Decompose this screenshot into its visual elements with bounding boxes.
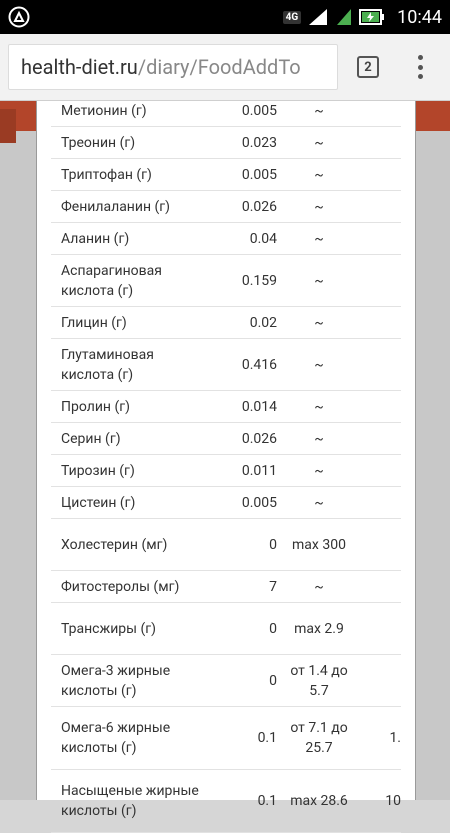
nutrient-extra: 10 — [385, 793, 401, 809]
nutrient-value: 0 — [269, 536, 277, 553]
table-row — [51, 255, 401, 307]
nutrient-name: Насыщеные жирные кислоты (г) — [61, 783, 199, 819]
nutrient-name: Глицин (г) — [61, 314, 127, 331]
nutrient-value: 0.023 — [241, 134, 277, 151]
nutrient-norm: ~ — [314, 198, 324, 215]
nutrient-value: 0.026 — [241, 198, 277, 215]
nutrient-norm: ~ — [314, 134, 324, 151]
nutrient-name: Фитостеролы (мг) — [61, 578, 180, 595]
nutrient-value: 0.005 — [241, 166, 277, 183]
table-row — [51, 655, 401, 707]
nutrient-name: Аланин (г) — [61, 230, 130, 247]
table-row — [51, 339, 401, 391]
nutrient-value: 7 — [269, 578, 277, 595]
battery-charging-icon — [359, 8, 385, 26]
nutrient-norm: max 28.6 — [290, 793, 348, 809]
nutrient-value: 0.02 — [249, 314, 277, 331]
nutrient-value: 0 — [269, 672, 277, 689]
nutrient-value: 0.014 — [241, 398, 277, 415]
nutrient-norm: ~ — [314, 102, 324, 119]
network-type-badge: 4G — [283, 11, 302, 24]
nutrient-name: Омега-6 жирные кислоты (г) — [61, 720, 171, 756]
nutrient-name: Треонин (г) — [61, 134, 136, 151]
page-content — [0, 101, 450, 819]
nutrient-value: 0.04 — [249, 230, 277, 247]
nutrient-norm: ~ — [314, 430, 324, 447]
clock: 10:44 — [397, 6, 442, 28]
nutrient-value: 0.005 — [241, 102, 277, 119]
table-row — [51, 455, 401, 487]
table-row — [51, 603, 401, 655]
nutrient-name: Холестерин (мг) — [61, 536, 168, 553]
nutrient-name: Триптофан (г) — [61, 166, 152, 183]
nutrient-value: 0.011 — [241, 462, 277, 479]
nutrient-name: Пролин (г) — [61, 398, 130, 415]
nutrient-value: 0.159 — [241, 272, 277, 289]
data-activity-icon — [335, 7, 353, 27]
nutrient-norm: от 1.4 до 5.7 — [290, 662, 348, 699]
nutrient-norm: ~ — [314, 272, 324, 289]
nutrient-value: 0 — [269, 620, 277, 637]
nutrient-norm: ~ — [314, 356, 324, 373]
nutrient-name: Глутаминовая кислота (г) — [61, 346, 154, 383]
table-row — [51, 487, 401, 519]
nutrient-name: Трансжиры (г) — [61, 620, 157, 637]
nutrient-name: Аспарагиновая кислота (г) — [61, 262, 162, 299]
nutrient-norm: ~ — [314, 578, 324, 595]
tab-count: 2 — [364, 59, 372, 75]
signal-icon — [307, 7, 329, 27]
nutrient-value: 0.005 — [241, 494, 277, 511]
nutrient-norm: max 300 — [292, 536, 346, 553]
nutrient-norm: ~ — [314, 494, 324, 511]
nutrient-name: Тирозин (г) — [61, 462, 135, 479]
status-bar — [0, 0, 450, 34]
nutrient-name: Метионин (г) — [61, 102, 147, 119]
nutrient-norm: ~ — [314, 314, 324, 331]
table-row — [51, 571, 401, 603]
table-row — [51, 95, 401, 127]
nutrient-name: Серин (г) — [61, 430, 121, 447]
nutrient-name: Цистеин (г) — [61, 494, 136, 511]
nutrient-value: 0.1 — [257, 730, 277, 746]
nutrient-norm: ~ — [314, 230, 324, 247]
address-bar[interactable] — [8, 44, 338, 90]
nutrient-extra: 1. — [389, 730, 401, 746]
nutrient-name: Омега-3 жирные кислоты (г) — [61, 662, 171, 699]
nutrient-value: 0.416 — [241, 356, 277, 373]
url-host: health-diet.ru — [21, 55, 138, 79]
back-arrow-tab[interactable] — [0, 109, 16, 143]
nutrient-norm: ~ — [314, 166, 324, 183]
nutrient-norm: от 7.1 до 25.7 — [290, 720, 348, 756]
url-path: /diary/FoodAddTo — [137, 55, 301, 79]
nutrient-norm: max 2.9 — [294, 620, 344, 637]
overflow-menu-icon[interactable] — [412, 52, 428, 82]
notification-icon — [8, 6, 30, 28]
food-popup — [36, 101, 416, 819]
nutrient-value: 0.1 — [257, 793, 277, 809]
table-row — [51, 223, 401, 255]
table-row — [51, 307, 401, 339]
nutrient-name: Фенилаланин (г) — [61, 198, 171, 215]
nutrient-value: 0.026 — [241, 430, 277, 447]
table-row — [51, 519, 401, 571]
tab-switcher-button[interactable] — [357, 56, 379, 78]
table-row — [51, 423, 401, 455]
table-row — [51, 770, 401, 833]
browser-toolbar — [0, 34, 450, 101]
table-row — [51, 391, 401, 423]
table-row — [51, 159, 401, 191]
table-row — [51, 127, 401, 159]
table-row — [51, 191, 401, 223]
nutrient-norm: ~ — [314, 398, 324, 415]
nutrient-norm: ~ — [314, 462, 324, 479]
table-row — [51, 707, 401, 770]
nutrient-table — [51, 101, 401, 833]
